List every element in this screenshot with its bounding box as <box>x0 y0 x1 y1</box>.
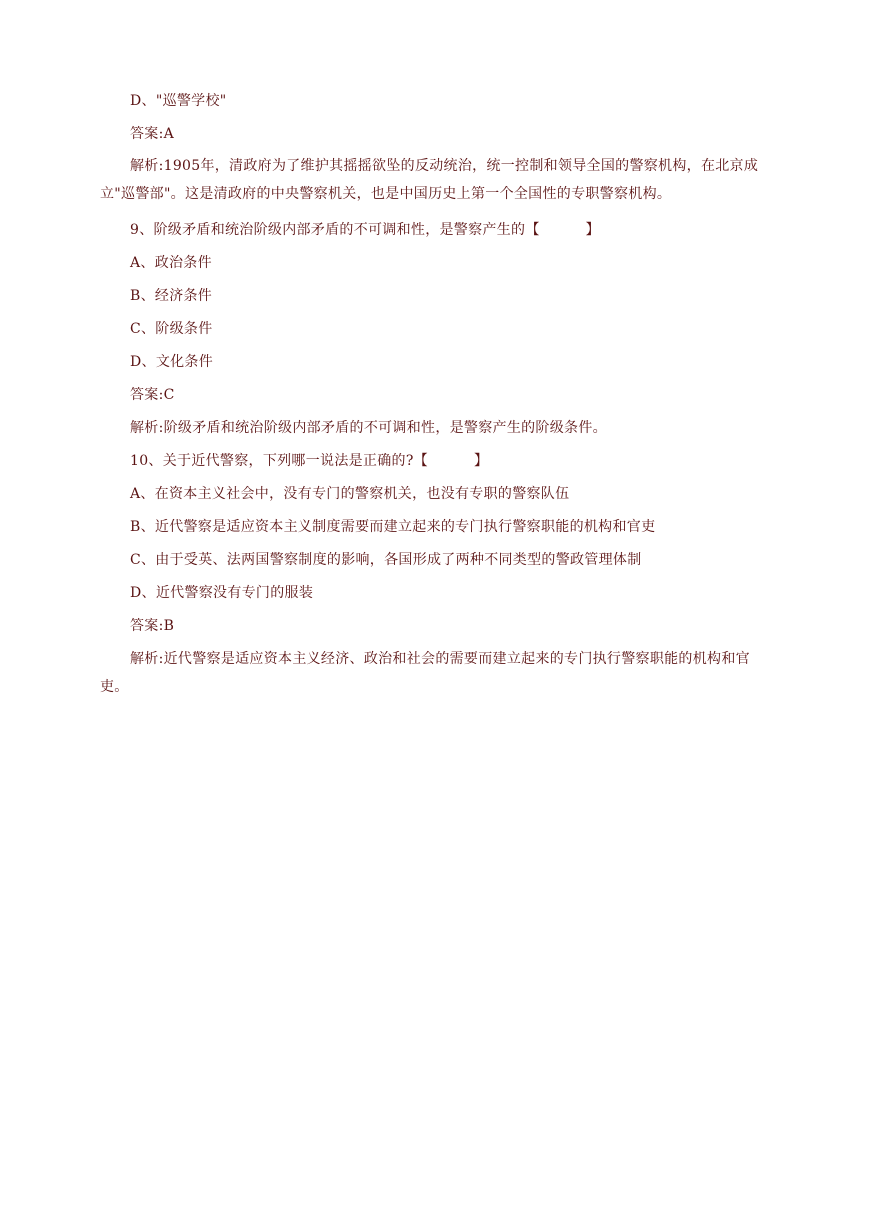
q10-explanation <box>100 645 772 701</box>
q9-option-a: A、政治条件 <box>130 255 212 271</box>
q9-stem-text: 9、阶级矛盾和统治阶级内部矛盾的不可调和性，是警察产生的 <box>130 222 526 238</box>
q10-option-a: A、在资本主义社会中，没有专门的警察机关，也没有专职的警察队伍 <box>130 486 570 502</box>
q8-explanation-text: 解析:1905年，清政府为了维护其摇摇欲坠的反动统治，统一控制和领导全国的警察机构，在北京成立"巡警部"。这是清政府的中央警察机关，也是中国历史上第一个全国性的专职警察机构。 <box>100 158 759 202</box>
q8-answer: 答案:A <box>130 126 175 142</box>
q9-option-d: D、文化条件 <box>130 354 214 370</box>
q10-stem <box>130 452 488 470</box>
q10-stem-text: 10、关于近代警察，下列哪一说法是正确的? <box>130 453 414 469</box>
q9-stem <box>130 221 600 239</box>
q10-answer: 答案:B <box>130 618 175 634</box>
q10-bracket-close: 】 <box>473 453 489 469</box>
q10-option-b: B、近代警察是适应资本主义制度需要而建立起来的专门执行警察职能的机构和官吏 <box>130 519 656 535</box>
q9-bracket-close: 】 <box>585 222 600 238</box>
q9-explanation: 解析:阶级矛盾和统治阶级内部矛盾的不可调和性，是警察产生的阶级条件。 <box>130 420 607 436</box>
q9-answer: 答案:C <box>130 387 175 403</box>
q10-option-c: C、由于受英、法两国警察制度的影响，各国形成了两种不同类型的警政管理体制 <box>130 552 642 568</box>
q9-option-c: C、阶级条件 <box>130 321 213 337</box>
q9-option-b: B、经济条件 <box>130 288 213 304</box>
q9-bracket-open: 【 <box>525 222 540 238</box>
q10-explanation-text: 解析:近代警察是适应资本主义经济、政治和社会的需要而建立起来的专门执行警察职能的机构和官吏。 <box>100 651 750 695</box>
q10-option-d: D、近代警察没有专门的服装 <box>130 585 314 601</box>
q8-explanation <box>100 152 772 208</box>
q10-bracket-open: 【 <box>413 453 428 469</box>
q8-option-d: D、"巡警学校" <box>130 93 227 109</box>
